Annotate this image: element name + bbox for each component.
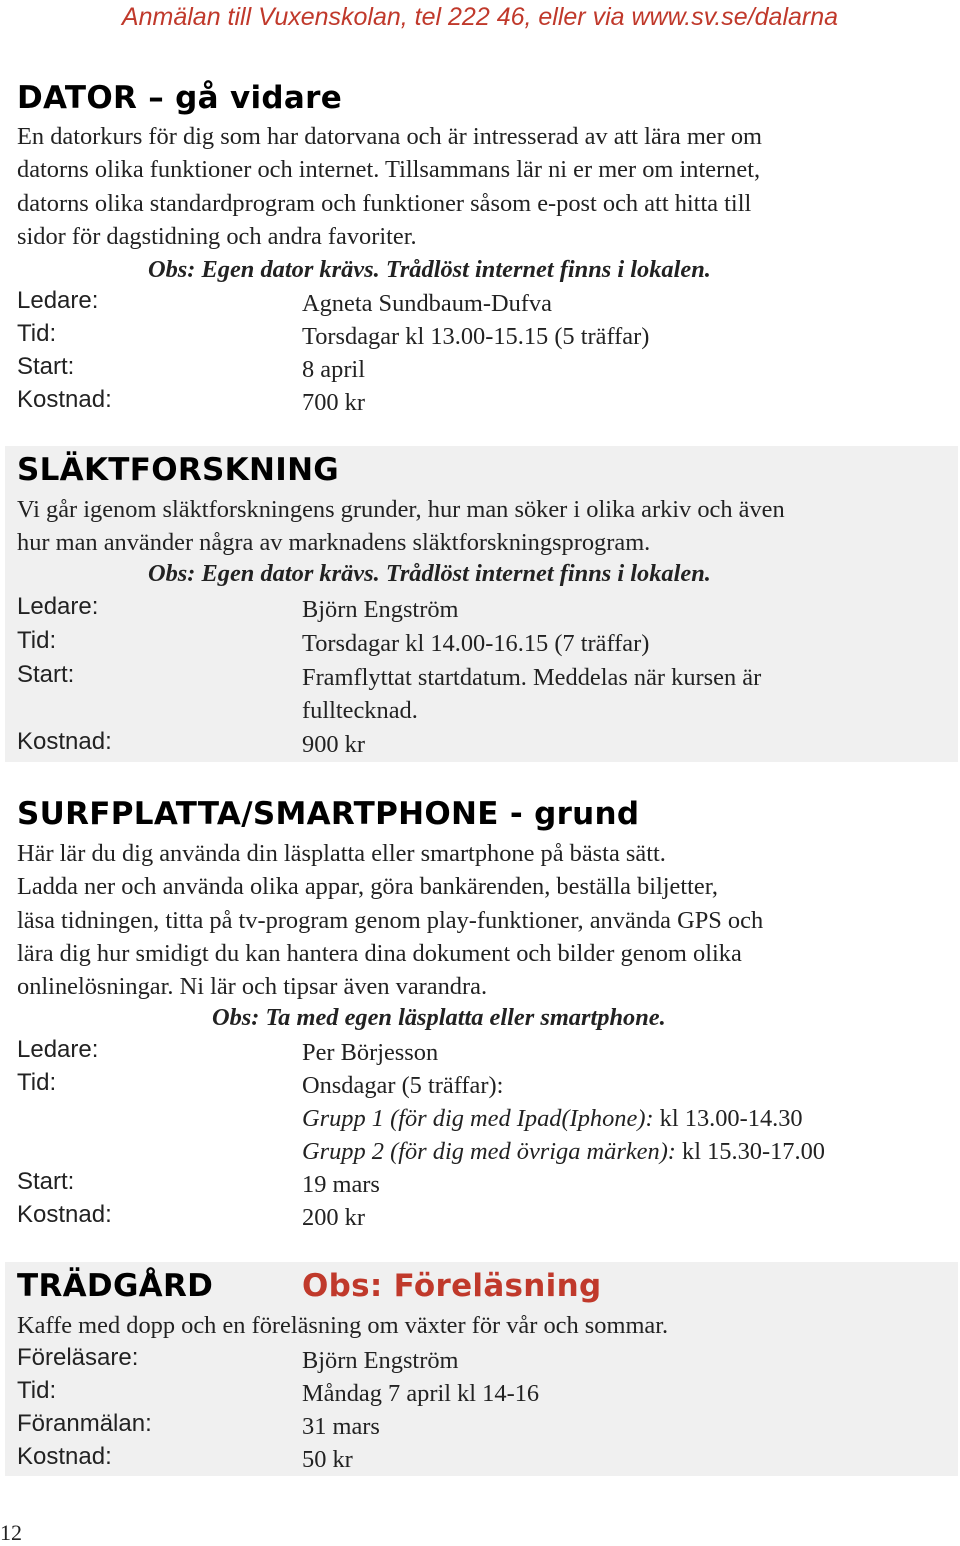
detail-value: Torsdagar kl 13.00-15.15 (5 träffar) xyxy=(302,323,650,350)
detail-label: Start: xyxy=(17,353,75,380)
detail-value: Torsdagar kl 14.00-16.15 (7 träffar) xyxy=(302,630,650,657)
detail-label: Kostnad: xyxy=(17,1443,112,1470)
detail-value: 200 kr xyxy=(302,1204,366,1231)
course-title: SURFPLATTA/SMARTPHONE - grund xyxy=(17,796,640,832)
detail-value: 50 kr xyxy=(302,1446,353,1473)
course-description: En datorkurs för dig som har datorvana och är intresserad av att lära mer om datorns olika funktioner och internet. Tillsammans lär ni er mer om internet, datorns olika standardprogram och funktioner såsom e-post och att hitta till sidor för dagstidning och andra favoriter. xyxy=(17,123,762,250)
course-tradgard xyxy=(5,1262,958,1476)
detail-label: Tid: xyxy=(17,627,57,654)
detail-label: Kostnad: xyxy=(17,386,112,413)
course-obs-note: Obs: Ta med egen läsplatta eller smartphone. xyxy=(212,1004,666,1031)
detail-value: Per Börjesson xyxy=(302,1039,439,1066)
detail-label: Ledare: xyxy=(17,287,99,314)
detail-value: Framflyttat startdatum. Meddelas när kursen är fulltecknad. xyxy=(302,664,762,725)
detail-label: Start: xyxy=(17,1168,75,1195)
course-obs-note: Obs: Egen dator krävs. Trådlöst internet finns i lokalen. xyxy=(148,560,711,587)
detail-label: Ledare: xyxy=(17,593,99,620)
course-obs-note: Obs: Egen dator krävs. Trådlöst internet finns i lokalen. xyxy=(148,256,711,283)
page-number: 12 xyxy=(0,1520,22,1545)
detail-label: Föranmälan: xyxy=(17,1410,152,1437)
detail-value: Måndag 7 april kl 14-16 xyxy=(302,1380,540,1407)
detail-value: Björn Engström xyxy=(302,1347,459,1374)
detail-label: Föreläsare: xyxy=(17,1344,139,1371)
detail-value: Grupp 1 (för dig med Ipad(Iphone): kl 13.00-14.30 xyxy=(302,1105,803,1132)
detail-label: Start: xyxy=(17,661,75,688)
detail-value: 8 april xyxy=(302,356,365,383)
course-description: Här lär du dig använda din läsplatta eller smartphone på bästa sätt. Ladda ner och använda olika appar, göra bankärenden, beställa biljetter, läsa tidningen, titta på tv-program genom play-funktioner, använda GPS och lära dig hur smidigt du kan hantera dina dokument och bilder genom olika onlinelösningar. Ni lär och tipsar även varandra. xyxy=(17,840,764,1001)
course-title-note: Obs: Föreläsning xyxy=(302,1268,602,1304)
course-description: Vi går igenom släktforskningens grunder, hur man söker i olika arkiv och även hur man använder några av marknadens släktforskningsprogram. xyxy=(17,496,785,557)
detail-label: Kostnad: xyxy=(17,728,112,755)
course-title: SLÄKTFORSKNING xyxy=(17,452,340,488)
detail-value: Grupp 2 (för dig med övriga märken): kl 15.30-17.00 xyxy=(302,1138,825,1165)
course-slaktforskning xyxy=(5,446,958,762)
detail-label: Ledare: xyxy=(17,1036,99,1063)
detail-value: 31 mars xyxy=(302,1413,380,1440)
course-title: DATOR – gå vidare xyxy=(17,80,343,116)
detail-value: 700 kr xyxy=(302,389,366,416)
detail-value: Björn Engström xyxy=(302,596,459,623)
course-title: TRÄDGÅRD xyxy=(17,1268,214,1304)
detail-value: 900 kr xyxy=(302,731,366,758)
detail-value: Agneta Sundbaum-Dufva xyxy=(302,290,552,317)
detail-label: Tid: xyxy=(17,1069,57,1096)
detail-value: Onsdagar (5 träffar): xyxy=(302,1072,504,1099)
course-surfplatta xyxy=(5,790,958,1250)
course-dator xyxy=(5,70,958,430)
course-description: Kaffe med dopp och en föreläsning om växter för vår och sommar. xyxy=(17,1312,669,1339)
detail-value: 19 mars xyxy=(302,1171,380,1198)
page-header: Anmälan till Vuxenskolan, tel 222 46, eller via www.sv.se/dalarna xyxy=(121,3,839,31)
detail-label: Kostnad: xyxy=(17,1201,112,1228)
detail-label: Tid: xyxy=(17,1377,57,1404)
detail-label: Tid: xyxy=(17,320,57,347)
